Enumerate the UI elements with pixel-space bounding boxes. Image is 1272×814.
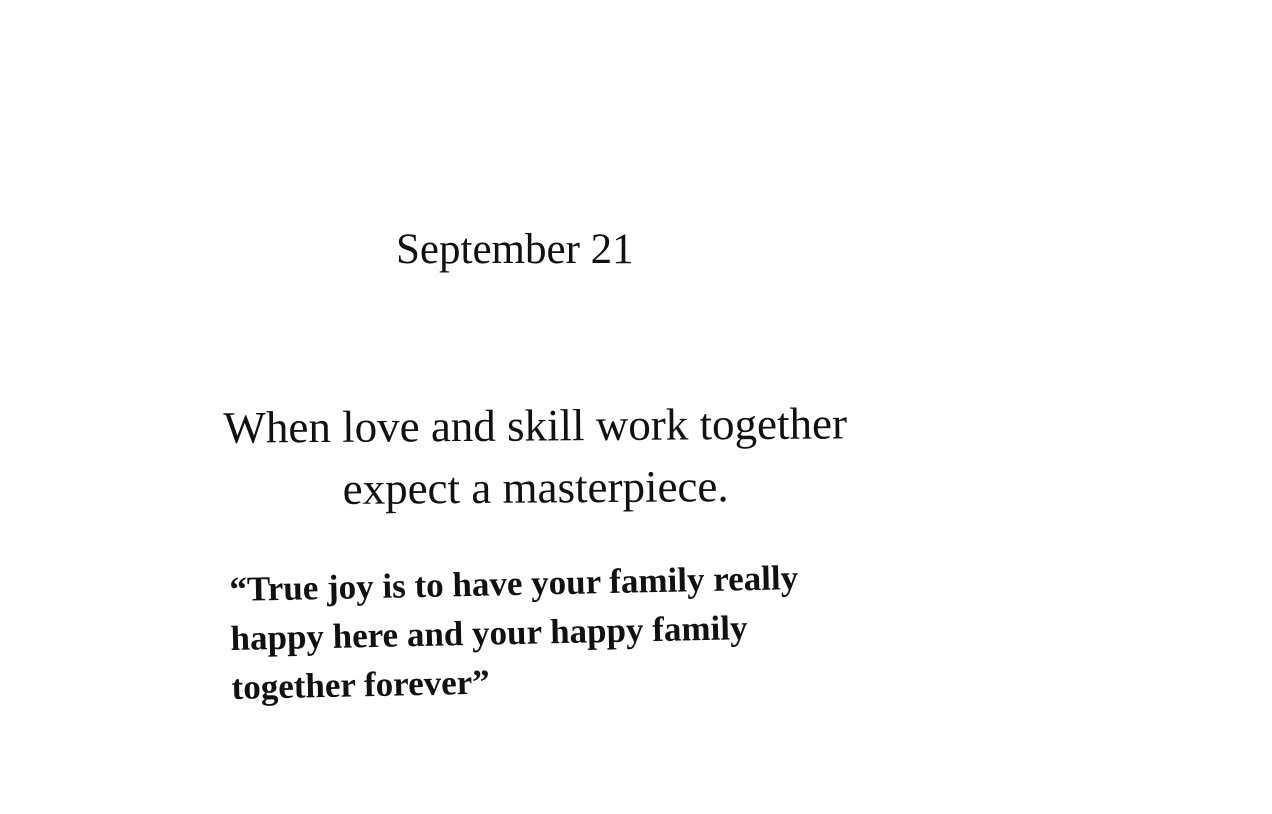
quote-line-1: “True joy is to have your family really — [229, 558, 799, 609]
quote-line-2: happy here and your happy family — [230, 608, 748, 658]
quote-line-3: together forever” — [231, 662, 491, 707]
motto-text — [180, 392, 891, 521]
motto-line-2: expect a masterpiece. — [342, 461, 729, 514]
page-date: September 21 — [396, 226, 634, 273]
quote-text — [229, 550, 932, 712]
motto-line-1: When love and skill work together — [223, 398, 848, 453]
